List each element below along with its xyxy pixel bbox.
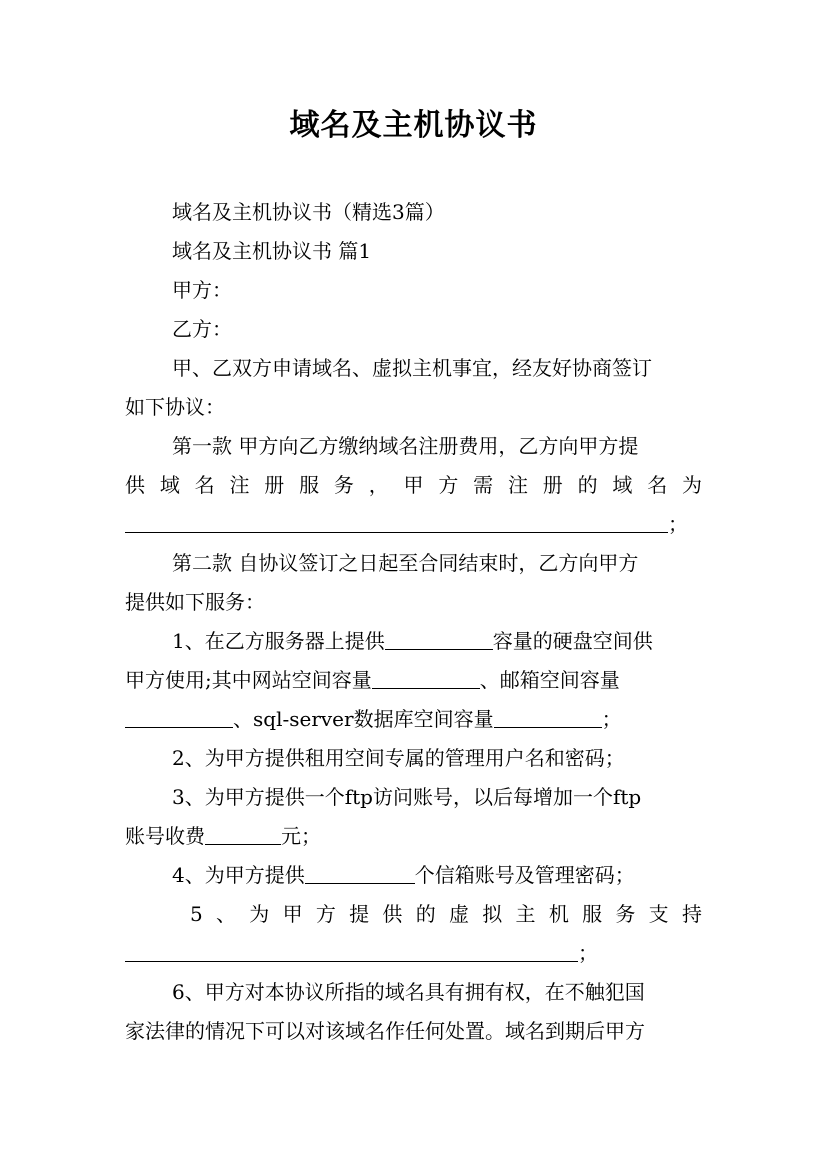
clause1-char: 域 xyxy=(159,473,180,497)
item3-line-1: 3、为甲方提供一个ftp访问账号，以后每增加一个ftp xyxy=(172,785,642,809)
clause1-char: 名 xyxy=(647,473,668,497)
item1-text-e: 、sql-server数据库空间容量 xyxy=(233,707,494,731)
item3-line-2 xyxy=(125,822,321,850)
item5-char: 务 xyxy=(615,902,636,926)
clause1-char: ， xyxy=(368,473,389,497)
blank-line xyxy=(125,941,578,962)
item1-text-c: 甲方使用;其中网站空间容量 xyxy=(125,668,372,692)
party-a: 甲方： xyxy=(172,278,232,302)
item1-line-2 xyxy=(125,666,620,694)
item5-char: 机 xyxy=(548,902,569,926)
blank-line xyxy=(372,668,480,689)
blank-line xyxy=(125,512,668,533)
item5-char: 支 xyxy=(648,902,669,926)
section-heading: 域名及主机协议书 篇1 xyxy=(172,239,372,263)
clause1-char: 方 xyxy=(438,473,459,497)
clause1-char: 注 xyxy=(507,473,528,497)
item4-text-a: 4、为甲方提供 xyxy=(172,863,305,887)
clause1-char: 为 xyxy=(682,473,702,497)
clause1-char: 册 xyxy=(264,473,285,497)
item5-char: 甲 xyxy=(282,902,303,926)
clause1-char: 甲 xyxy=(403,473,424,497)
clause1-line-3 xyxy=(125,510,688,538)
item1-text-a: 1、在乙方服务器上提供 xyxy=(172,629,385,653)
clause1-char: 需 xyxy=(473,473,494,497)
clause1-char: 域 xyxy=(612,473,633,497)
item5-char: 服 xyxy=(582,902,603,926)
clause1-char: 供 xyxy=(125,473,145,497)
item5-char: 虚 xyxy=(448,902,469,926)
item5-char: 5 xyxy=(190,902,203,926)
item5-char: 持 xyxy=(681,902,702,926)
clause1-char: 注 xyxy=(229,473,250,497)
item1-text-d: 、邮箱空间容量 xyxy=(479,668,620,692)
clause1-char: 服 xyxy=(299,473,320,497)
semicolon: ； xyxy=(668,512,688,536)
item5-char: 提 xyxy=(349,902,370,926)
item5-char: 为 xyxy=(249,902,270,926)
blank-line xyxy=(494,707,602,728)
clause1-line-1: 第一款 甲方向乙方缴纳域名注册费用，乙方向甲方提 xyxy=(172,434,639,458)
party-b: 乙方： xyxy=(172,317,232,341)
item5-char: 、 xyxy=(216,902,237,926)
item5-char: 拟 xyxy=(482,902,503,926)
item5-char: 供 xyxy=(382,902,403,926)
semicolon: ； xyxy=(578,941,598,965)
blank-line xyxy=(305,863,415,884)
document-title: 域名及主机协议书 xyxy=(289,108,538,143)
intro-line-1: 甲、乙双方申请域名、虚拟主机事宜，经友好协商签订 xyxy=(172,356,652,380)
clause2-line-1: 第二款 自协议签订之日起至合同结束时，乙方向甲方 xyxy=(172,551,639,575)
blank-line xyxy=(385,629,493,650)
blank-line xyxy=(205,824,281,845)
item6-line-1: 6、甲方对本协议所指的域名具有拥有权，在不触犯国 xyxy=(172,980,645,1004)
clause1-char: 务 xyxy=(333,473,354,497)
item1-line-1 xyxy=(172,627,653,655)
clause1-char: 名 xyxy=(194,473,215,497)
blank-line xyxy=(125,707,233,728)
item5-char: 主 xyxy=(515,902,536,926)
item4-text-b: 个信箱账号及管理密码； xyxy=(414,863,635,887)
item3-text-b: 账号收费 xyxy=(125,824,205,848)
item2: 2、为甲方提供租用空间专属的管理用户名和密码； xyxy=(172,746,625,770)
item5-char: 的 xyxy=(415,902,436,926)
item6-line-2: 家法律的情况下可以对该域名作任何处置。域名到期后甲方 xyxy=(125,1019,645,1043)
clause1-char: 册 xyxy=(542,473,563,497)
clause1-line-2 xyxy=(125,471,702,499)
subtitle: 域名及主机协议书（精选3篇） xyxy=(172,200,445,224)
item1-text-b: 容量的硬盘空间供 xyxy=(492,629,653,653)
semicolon: ； xyxy=(601,707,622,731)
item4 xyxy=(172,861,635,889)
clause2-line-2: 提供如下服务： xyxy=(125,590,265,614)
item5-line-2 xyxy=(125,939,598,967)
item1-line-3 xyxy=(125,705,622,733)
item3-text-c: 元； xyxy=(281,824,321,848)
intro-line-2: 如下协议： xyxy=(125,395,225,419)
item5-char: 方 xyxy=(315,902,336,926)
clause1-char: 的 xyxy=(577,473,598,497)
item5-line-1 xyxy=(190,900,702,928)
